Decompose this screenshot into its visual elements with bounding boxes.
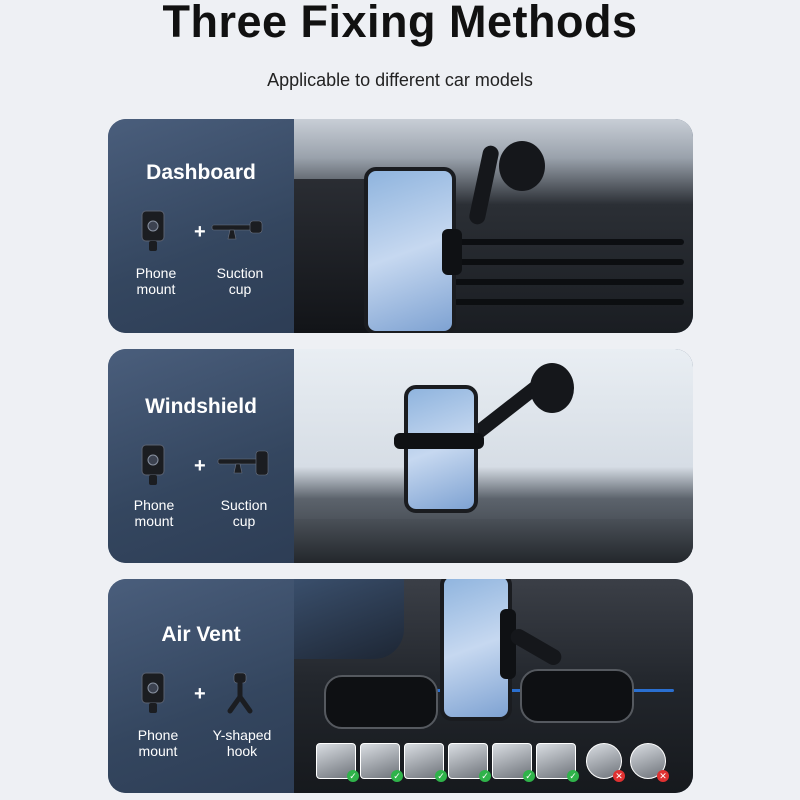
vent-slat <box>454 239 684 245</box>
page-title: Three Fixing Methods <box>162 0 638 47</box>
air-vent-photo <box>294 579 693 793</box>
check-icon: ✓ <box>523 770 535 782</box>
instrument-cluster <box>294 579 404 659</box>
dashboard-card <box>108 119 693 333</box>
card-info-panel <box>108 579 294 793</box>
round-vent-icon <box>586 743 622 779</box>
page-subtitle: Applicable to different car models <box>267 70 533 90</box>
dashboard-surface <box>294 519 693 563</box>
part1-label: Phone mount <box>137 727 179 759</box>
vent-type-icon <box>536 743 576 779</box>
plus-sign: + <box>194 683 206 705</box>
vent-type-icon <box>448 743 488 779</box>
card-title: Windshield <box>145 395 257 418</box>
part2-label: Y-shaped hook <box>212 727 272 759</box>
suction-cup <box>499 141 545 191</box>
part2-label: Suction cup <box>220 497 268 529</box>
vent-type-icon <box>404 743 444 779</box>
vent-slat <box>454 259 684 265</box>
parts-row <box>108 669 294 729</box>
part1-label: Phone mount <box>135 265 177 297</box>
mount-arm <box>468 144 500 226</box>
holder-clamp <box>500 609 516 679</box>
vent-type-icon <box>360 743 400 779</box>
phone-screen <box>404 385 478 513</box>
dashboard-photo <box>294 119 693 333</box>
phone-mount-icon <box>136 671 170 715</box>
cross-icon: ✕ <box>613 770 625 782</box>
vent-type-icon <box>316 743 356 779</box>
check-icon: ✓ <box>567 770 579 782</box>
suction-cup <box>530 363 574 413</box>
plus-sign: + <box>194 221 206 243</box>
suction-cup-arm-icon <box>216 449 272 479</box>
y-shaped-hook-icon <box>220 671 260 715</box>
phone-mount-icon <box>136 443 170 487</box>
suction-cup-arm-icon <box>210 217 266 243</box>
y-hook-arm <box>508 626 564 668</box>
holder-clamp <box>394 433 484 449</box>
air-vent-left <box>324 675 438 729</box>
vent-type-icon <box>492 743 532 779</box>
check-icon: ✓ <box>479 770 491 782</box>
check-icon: ✓ <box>347 770 359 782</box>
windshield-card <box>108 349 693 563</box>
round-vent-icon <box>630 743 666 779</box>
windshield-photo <box>294 349 693 563</box>
card-info-panel <box>108 349 294 563</box>
parts-row <box>108 207 294 267</box>
plus-sign: + <box>194 455 206 477</box>
check-icon: ✓ <box>435 770 447 782</box>
cross-icon: ✕ <box>657 770 669 782</box>
air-vent-right <box>520 669 634 723</box>
card-title: Air Vent <box>161 623 241 646</box>
holder-clamp <box>442 229 462 275</box>
part2-label: Suction cup <box>216 265 264 297</box>
card-title: Dashboard <box>146 161 256 184</box>
instrument-cluster <box>294 179 374 333</box>
air-vent-card <box>108 579 693 793</box>
parts-row <box>108 441 294 501</box>
check-icon: ✓ <box>391 770 403 782</box>
part1-label: Phone mount <box>133 497 175 529</box>
vent-slat <box>454 299 684 305</box>
card-info-panel <box>108 119 294 333</box>
phone-mount-icon <box>136 209 170 253</box>
vent-slat <box>454 279 684 285</box>
